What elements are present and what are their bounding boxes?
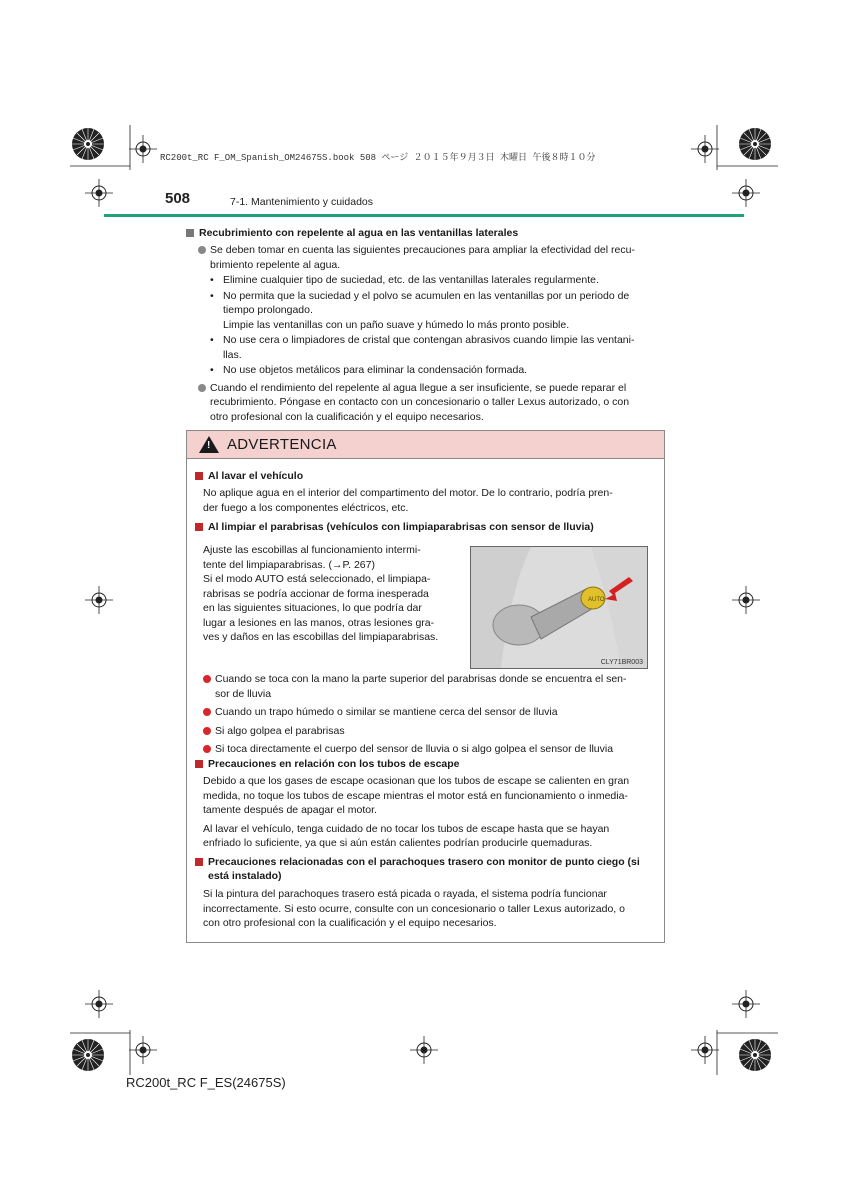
warning-exhaust: Precauciones en relación con los tubos de escape Debido a que los gases de escape ocasionan que los tubos de escape se calienten en gran medida, no toque los tubos de escape mientras el motor está en funcionamiento o inmedia- tamente después de apagar el motor. Al lavar el vehículo, tenga cuidado de no tocar los tubos de escape hasta que se hayan enfriado lo suficiente, ya que si aún están calientes podrían producirle quemaduras. xyxy=(195,757,657,851)
square-bullet-icon xyxy=(186,229,194,237)
rain-sensor-illustration xyxy=(470,546,648,669)
warning-bumper: Precauciones relacionadas con el parachoques trasero con monitor de punto ciego (si está instalado) Si la pintura del parachoques trasero está picada o rayada, el sistema podría funcionar incorrectamente. Si esto ocurre, consulte con un concesionario o taller Lexus autorizado, o con otro profesional con la cualificación y el equipo necesarios. xyxy=(195,855,657,931)
circle-bullet-icon xyxy=(198,384,206,392)
section-heading: Recubrimiento con repelente al agua en las ventanillas laterales xyxy=(186,226,662,240)
red-dot-icon xyxy=(203,727,211,735)
red-dot-icon xyxy=(203,675,211,683)
warning-header xyxy=(187,431,664,459)
red-dot-icon xyxy=(203,708,211,716)
red-square-icon xyxy=(195,523,203,531)
red-square-icon xyxy=(195,858,203,866)
page-footer: RC200t_RC F_ES(24675S) xyxy=(126,1075,286,1090)
rain-sensor-situations: Cuando se toca con la mano la parte superior del parabrisas donde se encuentra el sen- sor de lluvia Cuando un trapo húmedo o similar se mantiene cerca del sensor de lluvia Si algo golpea el parabrisas Si toca directamente el cuerpo del sensor de lluvia o si algo golpea el sensor de lluvia xyxy=(195,669,657,757)
illustration-caption: CLY71BR003 xyxy=(600,659,643,666)
circle-bullet-icon xyxy=(198,246,206,254)
print-header: RC200t_RC F_OM_Spanish_OM24675S.book 508 ページ ２０１５年９月３日 木曜日 午後８時１０分 xyxy=(160,153,596,163)
red-square-icon xyxy=(195,760,203,768)
sub-item: • No use objetos metálicos para eliminar la condensación formada. xyxy=(210,364,528,376)
sub-item: • No use cera o limpiadores de cristal que contengan abrasivos cuando limpie las ventani- llas. xyxy=(210,334,635,361)
sub-item: • No permita que la suciedad y el polvo se acumulen en las ventanillas por un periodo de tiempo prolongado. Limpie las ventanillas con un paño suave y húmedo lo más pronto posible. xyxy=(210,289,630,331)
bullet-item: Cuando el rendimiento del repelente al agua llegue a ser insuficiente, se puede reparar el recubrimiento. Póngase en contacto con un concesionario o taller Lexus autorizado, o con otro profesional con la cualificación y el equipo necesarios. xyxy=(198,381,662,425)
wiper-switch-image xyxy=(471,547,647,668)
red-square-icon xyxy=(195,472,203,480)
bullet-item: Se deben tomar en cuenta las siguientes precauciones para ampliar la efectividad del recu- brimiento repelente al agua. xyxy=(198,243,662,272)
water-repellent-section xyxy=(186,226,662,424)
section-title: 7-1. Mantenimiento y cuidados xyxy=(230,196,373,208)
warning-car-wash: Al lavar el vehículo No aplique agua en el interior del compartimento del motor. De lo contrario, podría pren- der fuego a los componentes eléctricos, etc. xyxy=(195,469,657,515)
warning-windshield: Al limpiar el parabrisas (vehículos con limpiaparabrisas con sensor de lluvia) Ajuste las escobillas al funcionamiento intermi- tente del limpiaparabrisas. (→P. 267) Si el modo AUTO está seleccionado, el limpiapa- rabrisas se podría accionar de forma inesperada en las siguientes situaciones, lo que podría dar lugar a lesiones en las manos, otras lesiones gra- ves y daños en las escobillas del limpiaparabrisas. xyxy=(195,520,657,645)
red-dot-icon xyxy=(203,745,211,753)
warning-box xyxy=(186,430,665,943)
page-number: 508 xyxy=(165,190,191,207)
warning-title: ADVERTENCIA xyxy=(227,436,337,453)
header-rule xyxy=(104,214,744,217)
svg-text:AUTO: AUTO xyxy=(588,597,605,603)
warning-triangle-icon: ! xyxy=(199,436,219,453)
sub-item: • Elimine cualquier tipo de suciedad, etc. de las ventanillas laterales regularmente. xyxy=(210,274,599,286)
